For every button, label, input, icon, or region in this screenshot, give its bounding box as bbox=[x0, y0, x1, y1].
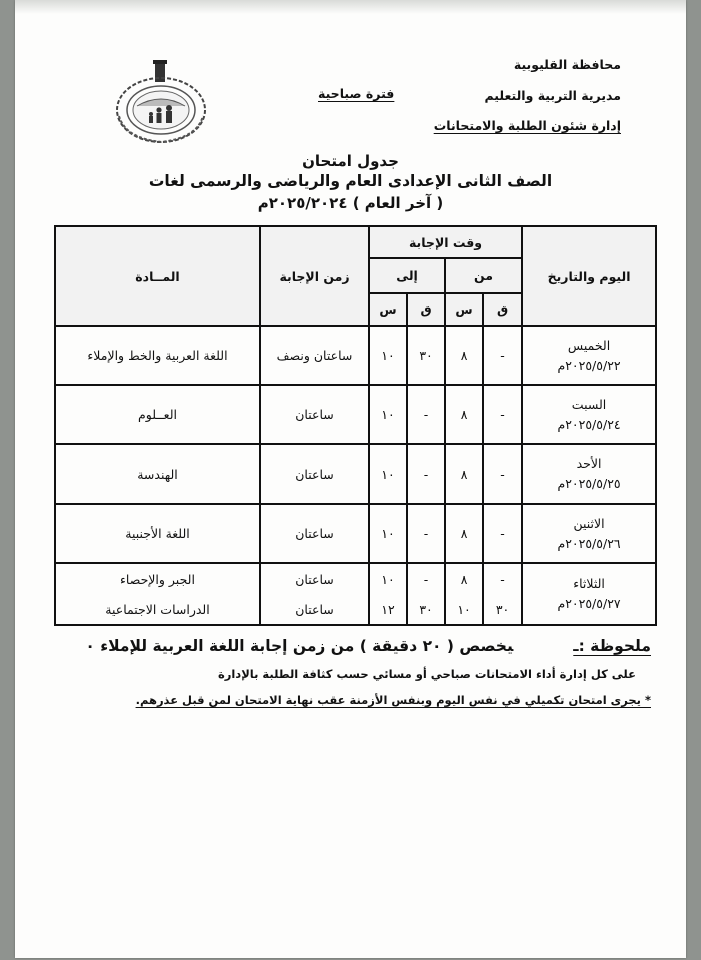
from-hour: ٨ bbox=[445, 326, 483, 385]
from-hour: ٨ bbox=[445, 444, 483, 504]
to-hour: ١٠ bbox=[369, 444, 407, 504]
day-date-cell bbox=[522, 504, 656, 563]
header-answer-time: وقت الإجابة bbox=[369, 226, 522, 258]
duration: ساعتان bbox=[260, 504, 369, 563]
duration: ساعتان bbox=[260, 563, 369, 594]
day-name: السبت bbox=[571, 396, 607, 412]
from-minute: ٣٠ bbox=[483, 594, 522, 625]
from-hour: ١٠ bbox=[445, 594, 483, 625]
directorate-label: مديرية التربية والتعليم bbox=[484, 88, 621, 103]
academic-year-title: ( آخر العام ) ٢٠٢٥/٢٠٢٤م bbox=[257, 194, 444, 212]
day-name: الثلاثاء bbox=[573, 576, 605, 591]
day-name: الأحد bbox=[576, 456, 602, 471]
duration: ساعتان ونصف bbox=[260, 326, 369, 385]
subject: الجبر والإحصاء bbox=[55, 563, 260, 594]
table-row bbox=[55, 385, 656, 444]
day-date-cell bbox=[522, 563, 656, 625]
header-to-hour: س bbox=[369, 293, 407, 326]
header-subject: المــادة bbox=[55, 226, 260, 326]
from-minute: - bbox=[483, 563, 522, 594]
to-minute: ٣٠ bbox=[407, 594, 445, 625]
schedule-title: جدول امتحان bbox=[302, 152, 399, 170]
exam-date: ٢٠٢٥/٥/٢٢م bbox=[557, 357, 621, 373]
note-line-2: على كل إدارة أداء الامتحانات صباحي أو مسائي حسب كثافة الطلبة بالإدارة bbox=[217, 667, 636, 681]
duration: ساعتان bbox=[260, 594, 369, 625]
table-row bbox=[55, 563, 656, 594]
header-from-hour: س bbox=[445, 293, 483, 326]
from-minute: - bbox=[483, 326, 522, 385]
to-hour: ١٠ bbox=[369, 563, 407, 594]
from-hour: ٨ bbox=[445, 563, 483, 594]
note-line-3: * يجرى امتحان تكميلي في نفس اليوم وبنفس الأزمنة عقب نهاية الامتحان لمن قبل عذرهم. bbox=[135, 693, 651, 707]
table-row bbox=[55, 444, 656, 504]
exam-date: ٢٠٢٥/٥/٢٦م bbox=[557, 535, 621, 551]
subject: اللغة العربية والخط والإملاء bbox=[55, 326, 260, 385]
day-name: الخميس bbox=[567, 337, 611, 353]
page-top-shadow bbox=[15, 0, 686, 14]
governorate-label: محافظة القليوبية bbox=[513, 57, 621, 72]
header-from-minute: ق bbox=[483, 293, 522, 326]
header-to-minute: ق bbox=[407, 293, 445, 326]
from-minute: - bbox=[483, 504, 522, 563]
from-hour: ٨ bbox=[445, 504, 483, 563]
header-from: من bbox=[445, 258, 522, 293]
subject: العــلوم bbox=[55, 385, 260, 444]
note-dictation-time: يخصص ( ٢٠ دقيقة ) من زمن إجابة اللغة العربية للإملاء ٠ bbox=[85, 637, 514, 655]
exam-date: ٢٠٢٥/٥/٢٤م bbox=[557, 416, 621, 432]
exam-date: ٢٠٢٥/٥/٢٥م bbox=[557, 476, 621, 491]
to-minute: ٣٠ bbox=[407, 326, 445, 385]
period-label: فترة صباحية bbox=[318, 86, 395, 101]
table-row bbox=[55, 326, 656, 385]
to-minute: - bbox=[407, 444, 445, 504]
day-date-cell bbox=[522, 444, 656, 504]
header-to: إلى bbox=[369, 258, 445, 293]
exam-schedule-table bbox=[54, 225, 657, 626]
day-name: الاثنين bbox=[573, 515, 605, 531]
subject: اللغة الأجنبية bbox=[55, 504, 260, 563]
duration: ساعتان bbox=[260, 385, 369, 444]
to-hour: ١٠ bbox=[369, 385, 407, 444]
to-hour: ١٠ bbox=[369, 504, 407, 563]
education-directorate-seal-logo bbox=[111, 58, 211, 146]
exam-date: ٢٠٢٥/٥/٢٧م bbox=[557, 596, 621, 611]
duration: ساعتان bbox=[260, 444, 369, 504]
from-hour: ٨ bbox=[445, 385, 483, 444]
from-minute: - bbox=[483, 444, 522, 504]
table-row bbox=[55, 504, 656, 563]
to-minute: - bbox=[407, 504, 445, 563]
day-date-cell bbox=[522, 326, 656, 385]
note-label: ملحوظة :ـ bbox=[573, 637, 651, 655]
header-duration: زمن الإجابة bbox=[260, 226, 369, 326]
from-minute: - bbox=[483, 385, 522, 444]
note-line-1 bbox=[85, 637, 651, 655]
subject: الدراسات الاجتماعية bbox=[55, 594, 260, 625]
day-date-cell bbox=[522, 385, 656, 444]
to-minute: - bbox=[407, 563, 445, 594]
grade-title: الصف الثانى الإعدادى العام والرياضى والرسمى لغات bbox=[148, 172, 553, 190]
to-hour: ١٢ bbox=[369, 594, 407, 625]
header-day-date: اليوم والتاريخ bbox=[522, 226, 656, 326]
to-hour: ١٠ bbox=[369, 326, 407, 385]
to-minute: - bbox=[407, 385, 445, 444]
department-label: إدارة شئون الطلبة والامتحانات bbox=[433, 118, 621, 133]
subject: الهندسة bbox=[55, 444, 260, 504]
